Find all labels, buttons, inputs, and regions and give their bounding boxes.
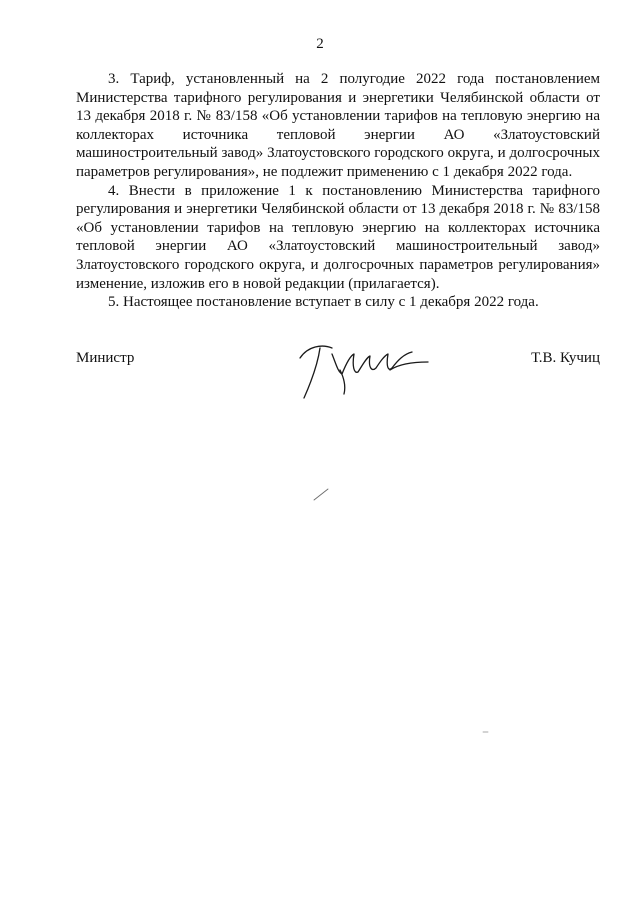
paragraph-5: 5. Настоящее постановление вступает в силу с 1 декабря 2022 года.	[108, 294, 539, 311]
paragraph-3: 3. Тариф, установленный на 2 полугодие 2022 года постановлением Министерства тарифного регулирования и энергетики Челябинской области от 13 декабря 2018 г. № 83/158 «Об установлении тарифов на тепловую энергию на коллекторах источника тепловой энергии АО «Златоустовский машиностроительный завод» Златоустовского городского округа, и долгосрочных параметров регулирования», не подлежит применению с 1 декабря 2022 года.	[76, 71, 600, 180]
stray-pen-mark	[312, 486, 332, 502]
signature-block	[76, 336, 600, 416]
document-body	[76, 70, 600, 312]
signer-name: Т.В. Кучиц	[531, 350, 600, 366]
page-number: 2	[316, 36, 324, 52]
paragraph-4: 4. Внести в приложение 1 к постановлению Министерства тарифного регулирования и энергетики Челябинской области от 13 декабря 2018 г. № 83/158 «Об установлении тарифов на тепловую энергию на коллекторах источника тепловой энергии АО «Златоустовский машиностроительный завод» Златоустовского городского округа, и долгосрочных параметров регулирования» изменение, изложив его в новой редакции (прилагается).	[76, 182, 600, 292]
handwritten-signature	[288, 336, 438, 408]
signer-title: Министр	[76, 350, 135, 366]
stray-dot-mark	[482, 730, 490, 734]
